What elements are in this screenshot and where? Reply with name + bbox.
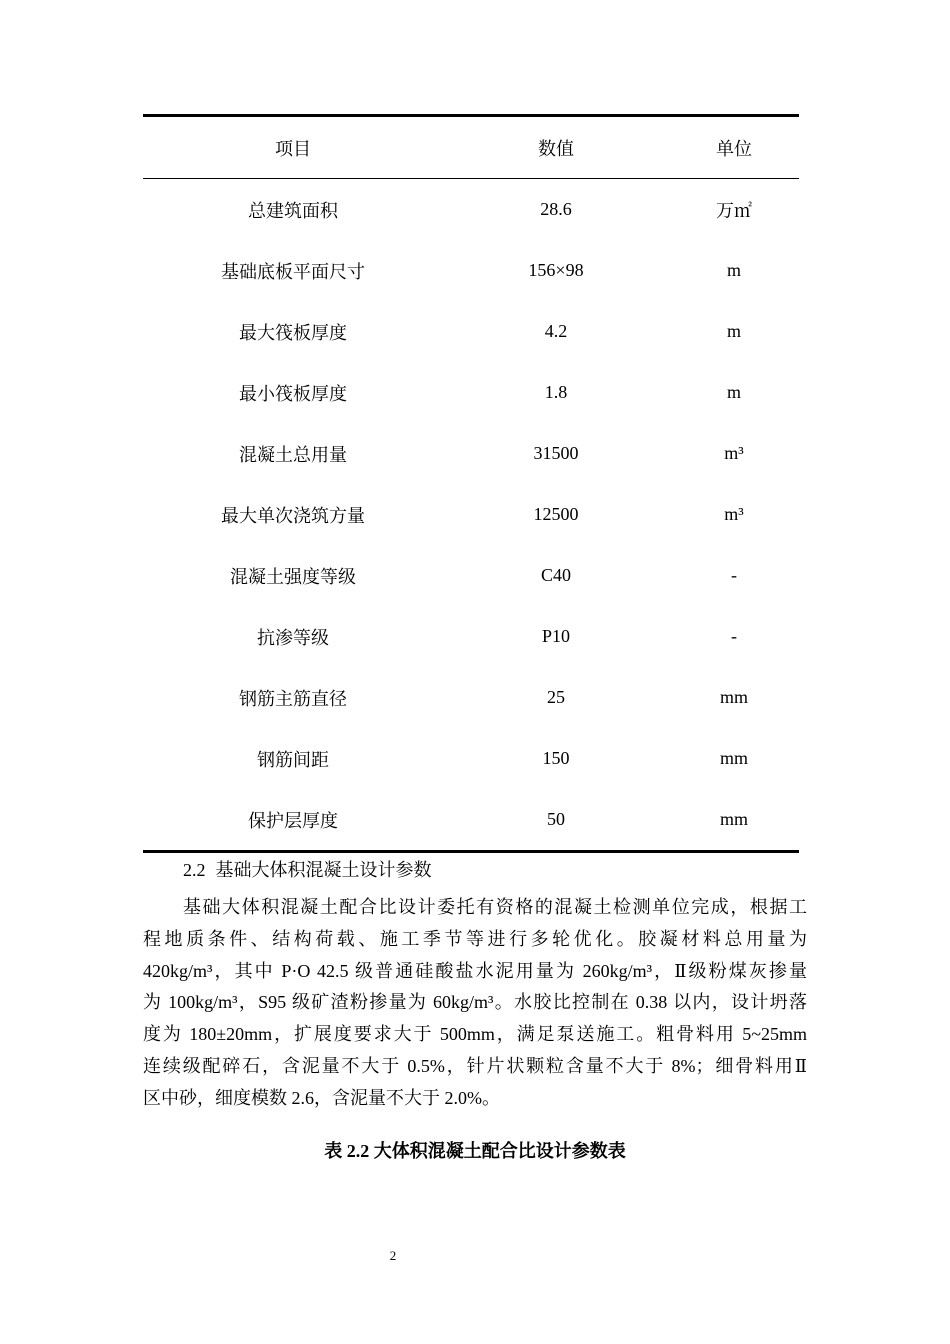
cell-value: 1.8 [544, 382, 568, 402]
cell-unit: - [731, 626, 737, 646]
cell-item: 混凝土总用量 [239, 444, 347, 465]
design-parameters-table [143, 114, 799, 853]
section-title-text: 基础大体积混凝土设计参数 [215, 860, 432, 881]
cell-unit: m [726, 382, 741, 402]
cell-value: P10 [541, 626, 570, 646]
table-row [143, 545, 799, 606]
cell-item: 钢筋主筋直径 [239, 688, 347, 709]
cell-unit: mm [719, 748, 748, 768]
paragraph-line: 为 100kg/m³，S95 级矿渣粉掺量为 60kg/m³。水胶比控制在 0.38 以内，设计坍落 [143, 992, 807, 1013]
paragraph-line: 程地质条件、结构荷载、施工季节等进行多轮优化。胶凝材料总用量为 [143, 928, 807, 949]
table-row [143, 728, 799, 789]
cell-unit: 万㎡ [716, 200, 752, 221]
cell-item: 混凝土强度等级 [230, 566, 356, 587]
cell-unit: m³ [724, 504, 744, 524]
page-number: 2 [389, 1248, 397, 1263]
table-row [143, 179, 799, 241]
cell-value: 156×98 [528, 260, 584, 280]
section-number: 2.2 [183, 860, 206, 880]
cell-unit: m³ [724, 443, 744, 463]
cell-item: 基础底板平面尺寸 [221, 261, 365, 282]
section-heading [183, 856, 432, 882]
paragraph-line: 基础大体积混凝土配合比设计委托有资格的混凝土检测单位完成，根据工 [183, 897, 807, 917]
cell-unit: m [726, 321, 741, 341]
cell-item: 最大筏板厚度 [239, 322, 347, 343]
cell-value: 31500 [533, 443, 579, 463]
cell-item: 最小筏板厚度 [239, 383, 347, 404]
cell-item: 最大单次浇筑方量 [221, 505, 365, 526]
cell-value: 4.2 [544, 321, 568, 341]
cell-value: 12500 [533, 504, 579, 524]
table-header-row [143, 116, 799, 179]
table-row [143, 423, 799, 484]
table-row [143, 667, 799, 728]
table-row [143, 606, 799, 667]
cell-unit: mm [719, 687, 748, 707]
paragraph-line: 420kg/m³，其中 P·O 42.5 级普通硅酸盐水泥用量为 260kg/m³，Ⅱ级粉煤灰掺量 [143, 960, 807, 981]
cell-item: 保护层厚度 [143, 789, 443, 852]
cell-item: 抗渗等级 [257, 627, 329, 648]
cell-value: 50 [443, 789, 669, 852]
column-header-value: 数值 [443, 116, 669, 179]
paragraph-line: 连续级配碎石，含泥量不大于 0.5%，针片状颗粒含量不大于 8%；细骨料用Ⅱ [143, 1055, 807, 1076]
paragraph-line: 度为 180±20mm，扩展度要求大于 500mm，满足泵送施工。粗骨料用 5~25mm [143, 1024, 807, 1045]
cell-value: 25 [547, 687, 565, 707]
cell-value: 28.6 [540, 199, 572, 219]
cell-unit: - [731, 565, 737, 585]
table-row [143, 362, 799, 423]
table-caption: 表 2.2 大体积混凝土配合比设计参数表 [324, 1141, 626, 1161]
body-paragraph [143, 892, 807, 1115]
column-header-unit: 单位 [669, 116, 799, 179]
cell-unit: mm [669, 789, 799, 852]
paragraph-line: 区中砂，细度模数 2.6，含泥量不大于 2.0%。 [143, 1087, 500, 1108]
cell-item: 钢筋间距 [257, 749, 329, 770]
cell-item: 总建筑面积 [248, 200, 338, 221]
cell-unit: m [726, 260, 741, 280]
cell-value: 150 [542, 748, 570, 768]
table-row [143, 301, 799, 362]
cell-value: C40 [540, 565, 571, 585]
column-header-item: 项目 [143, 116, 443, 179]
table-row [143, 240, 799, 301]
table-row [143, 484, 799, 545]
table-row [143, 789, 799, 852]
